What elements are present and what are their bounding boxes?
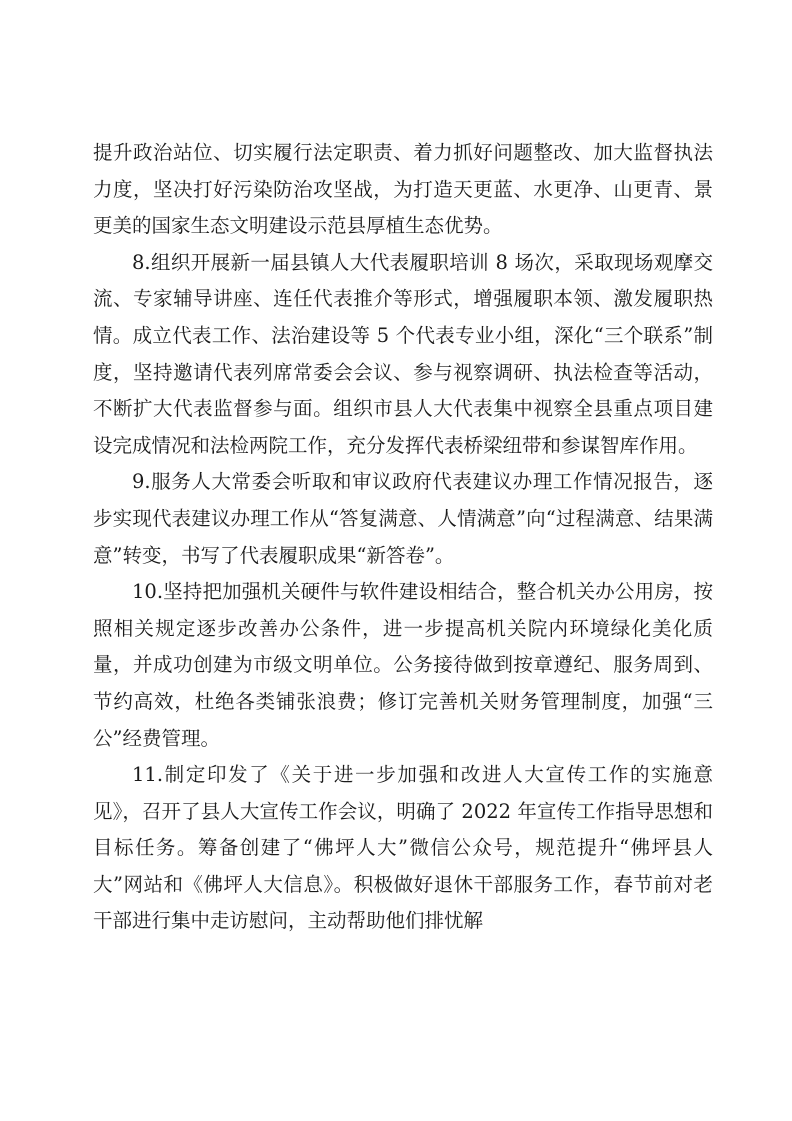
document-body <box>93 135 713 940</box>
paragraph-item-9: 9.服务人大常委会听取和审议政府代表建议办理工作情况报告，逐步实现代表建议办理工作从“答复满意、人情满意”向“过程满意、结果满意”转变，书写了代表履职成果“新答卷”。 <box>93 470 713 567</box>
paragraph-item-11: 11.制定印发了《关于进一步加强和改进人大宣传工作的实施意见》，召开了县人大宣传工作会议，明确了 2022 年宣传工作指导思想和目标任务。筹备创建了“佛坪人大”微信公众号，规范提升“佛坪县人大”网站和《佛坪人大信息》。积极做好退休干部服务工作，春节前对老干部进行集中走访慰问，主动帮助他们排忧解 <box>93 763 713 933</box>
paragraph-item-8: 8.组织开展新一届县镇人大代表履职培训 8 场次，采取现场观摩交流、专家辅导讲座、连任代表推介等形式，增强履职本领、激发履职热情。成立代表工作、法治建设等 5 个代表专业小组，深化“三个联系”制度，坚持邀请代表列席常委会会议、参与视察调研、执法检查等活动，不断扩大代表监督参与面。组织市县人大代表集中视察全县重点项目建设完成情况和法检两院工作，充分发挥代表桥梁纽带和参谋智库作用。 <box>93 250 713 457</box>
paragraph-continuation: 提升政治站位、切实履行法定职责、着力抓好问题整改、加大监督执法力度，坚决打好污染防治攻坚战，为打造天更蓝、水更净、山更青、景更美的国家生态文明建设示范县厚植生态优势。 <box>93 141 713 238</box>
paragraph-item-10: 10.坚持把加强机关硬件与软件建设相结合，整合机关办公用房，按照相关规定逐步改善办公条件，进一步提高机关院内环境绿化美化质量，并成功创建为市级文明单位。公务接待做到按章遵纪、服务周到、节约高效，杜绝各类铺张浪费；修订完善机关财务管理制度，加强“三公”经费管理。 <box>93 580 713 750</box>
